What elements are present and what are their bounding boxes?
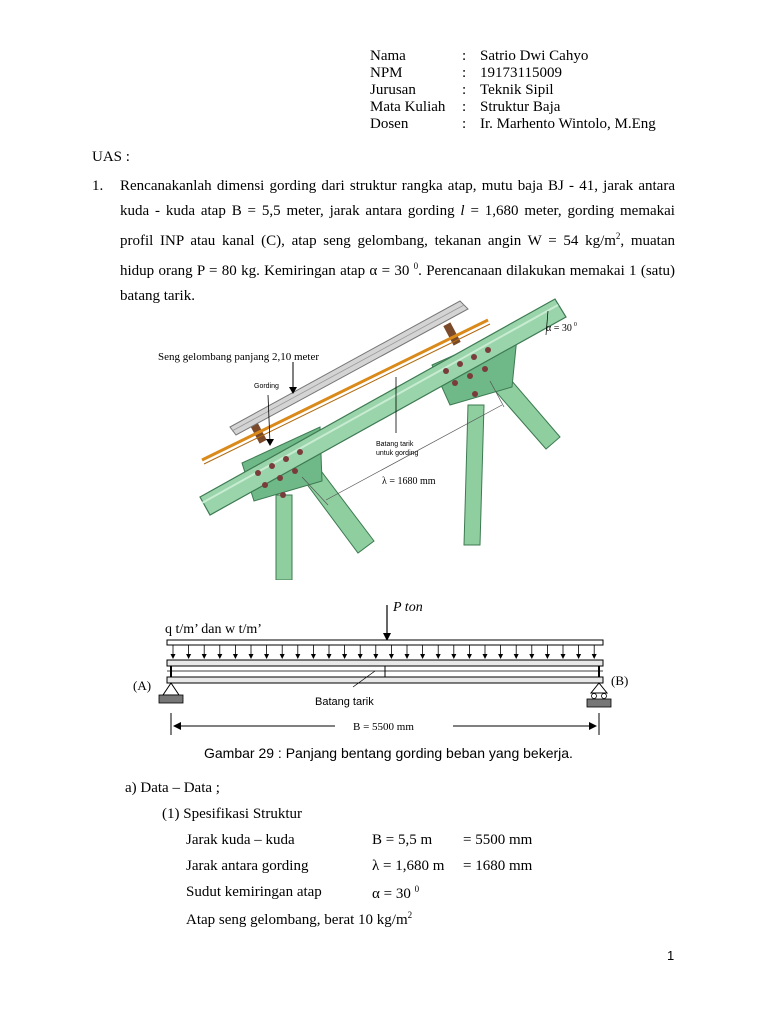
question-text [120, 174, 675, 309]
beam-load-diagram [125, 595, 635, 745]
question-line [120, 224, 675, 254]
question-fragment: hidup orang P = 80 kg. Kemiringan atap [120, 263, 370, 279]
data-row-value: λ = 1,680 m [372, 858, 445, 874]
arrow-head [171, 654, 176, 659]
header-value: Teknik Sipil [480, 82, 554, 98]
arrow-head [358, 654, 363, 659]
question-fragment: = 1,680 meter, gording memakai [464, 203, 675, 219]
arrow-head [592, 654, 597, 659]
question-fragment: = 30 [377, 263, 414, 279]
arrow-head [295, 654, 300, 659]
arrow-head [280, 654, 285, 659]
header-value: Struktur Baja [480, 99, 561, 115]
figure-caption: Gambar 29 : Panjang bentang gording beban yang bekerja. [204, 745, 573, 761]
p-load-text: P ton [393, 600, 423, 615]
data-row-label: Jarak kuda – kuda [186, 832, 295, 848]
question-fragment: α [369, 263, 378, 279]
load-arrows [171, 645, 597, 659]
gording-label: Gording [254, 383, 279, 390]
question-line [120, 199, 675, 224]
roof-truss-illustration [150, 295, 630, 580]
seng-label: Seng gelombang panjang 2,10 meter [158, 351, 319, 363]
data-heading: a) Data – Data ; [125, 780, 220, 796]
batang-tarik-label: Batang tarik [376, 441, 414, 448]
support-a-label: (A) [133, 678, 152, 693]
arrow-head [202, 654, 207, 659]
data-row-value: = 1680 mm [463, 858, 533, 874]
arrow-head [483, 654, 488, 659]
header-sep: : [462, 116, 467, 132]
question-fragment: . Perencanaan dilakukan memakai 1 (satu) [418, 263, 676, 279]
support-b-wheel [602, 694, 607, 699]
arrow-head [327, 654, 332, 659]
question-fragment: 2 [615, 231, 621, 241]
header-key: Nama [370, 48, 406, 64]
header-sep: : [462, 99, 467, 115]
question-fragment: 0 [413, 261, 419, 271]
arrow-head [498, 654, 503, 659]
alpha-label-sup: 0 [573, 322, 577, 328]
question-line: Rencanakanlah dimensi gording dari struktur rangka atap, mutu baja BJ - 41, jarak antara [120, 178, 675, 194]
header-key: Dosen [370, 116, 409, 132]
arrow-head [249, 654, 254, 659]
data-row-label: Sudut kemiringan atap [186, 884, 322, 900]
arrow-head [545, 654, 550, 659]
arrow-head [186, 654, 191, 659]
question-fragment: , muatan [620, 233, 675, 249]
header-value: 19173115009 [480, 65, 562, 81]
roof-sheet-line [232, 305, 464, 431]
span-label: B = 5500 mm [353, 721, 414, 733]
support-b-wheel [592, 694, 597, 699]
arrow-head [173, 722, 181, 730]
data-last-text: Atap seng gelombang, berat 10 kg/m [186, 912, 408, 928]
batang-tarik-label: untuk gording [376, 450, 419, 457]
lambda-label: λ = 1680 mm [382, 476, 436, 487]
alpha-label [546, 322, 577, 334]
arrow-head [217, 654, 222, 659]
arrow-head [311, 654, 316, 659]
arrow-head [420, 654, 425, 659]
arrow-head [342, 654, 347, 659]
question-fragment: l [460, 203, 465, 219]
header-value: Ir. Marhento Wintolo, M.Eng [480, 116, 656, 132]
header-key: Mata Kuliah [370, 99, 446, 115]
question-line: batang tarik. [120, 288, 195, 304]
data-last-sup: 2 [407, 910, 413, 920]
distributed-load-label: q t/m’ dan w t/m’ [165, 622, 262, 637]
arrow-head [233, 654, 238, 659]
arrow-head [264, 654, 269, 659]
arrow-head [561, 654, 566, 659]
data-value-text: α = 30 [372, 886, 415, 902]
support-a-base [159, 695, 183, 703]
support-b-base [587, 699, 611, 707]
data-row-label: Jarak antara gording [186, 858, 309, 874]
alpha-label-text: α = 30 [546, 323, 572, 334]
header-sep: : [462, 48, 467, 64]
p-load-label [392, 600, 423, 615]
beam-top-flange [167, 660, 603, 666]
arrow-head [405, 654, 410, 659]
arrow-head [436, 654, 441, 659]
load-band [167, 640, 603, 645]
data-row-last [186, 910, 412, 929]
support-b-roller [591, 683, 607, 693]
arrow-head [529, 654, 534, 659]
arrow-head [467, 654, 472, 659]
header-key: Jurusan [370, 82, 416, 98]
arrow-head [576, 654, 581, 659]
data-row-value: B = 5,5 m [372, 832, 433, 848]
arrow-head [373, 654, 378, 659]
arrow-head [589, 722, 597, 730]
arrow-head [389, 654, 394, 659]
page-number: 1 [667, 948, 675, 963]
arrow-head [451, 654, 456, 659]
data-value-sup: 0 [414, 884, 420, 894]
uas-label: UAS : [92, 149, 130, 165]
batang-tarik-label: Batang tarik [315, 696, 374, 708]
gording-arrow [268, 395, 270, 443]
header-value: Satrio Dwi Cahyo [480, 48, 589, 64]
question-line [120, 254, 675, 284]
support-b-label: (B) [611, 673, 629, 688]
support-a-pin [163, 683, 179, 695]
question-fragment: profil INP atau kanal (C), atap seng gelombang, tekanan angin W = 54 kg/m [120, 233, 616, 249]
header-key: NPM [370, 65, 403, 81]
arrow-head [266, 439, 274, 446]
header-sep: : [462, 65, 467, 81]
data-row-value [372, 884, 419, 903]
data-row-value: = 5500 mm [463, 832, 533, 848]
question-fragment: kuda - kuda atap B = 5,5 meter, jarak antara gording [120, 203, 461, 219]
question-number: 1. [92, 178, 104, 194]
data-subheading: (1) Spesifikasi Struktur [162, 806, 302, 822]
beam-bottom-flange [167, 677, 603, 683]
header-sep: : [462, 82, 467, 98]
arrow-head [514, 654, 519, 659]
